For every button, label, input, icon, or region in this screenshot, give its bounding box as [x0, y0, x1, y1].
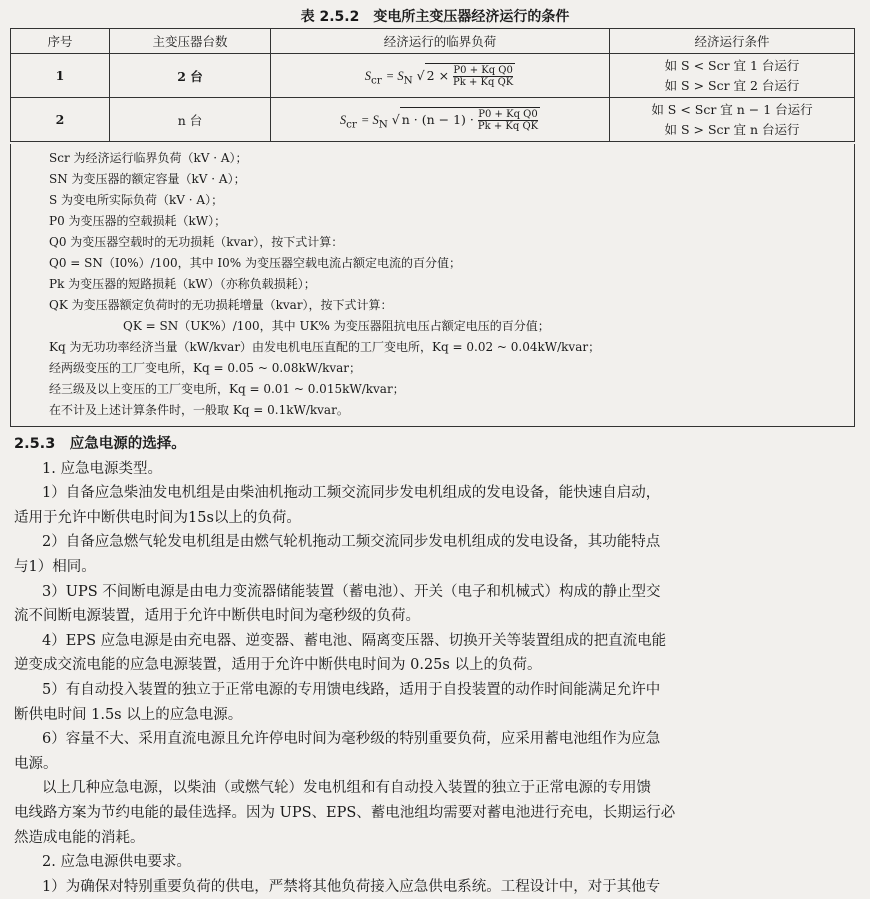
subheading: 2. 应急电源供电要求。	[42, 854, 191, 871]
section-heading: 2.5.3 应急电源的选择。	[14, 436, 186, 452]
note: SN 为变压器的额定容量（kV · A）；	[49, 172, 246, 186]
formula: $S_{cr} = S_N$ √ 2 × $\frac{\text{P0 + Kq Q0}}{\text{Pk + Kq QK}}$	[271, 54, 610, 98]
note: 经三级及以上变压的工厂变电所，Kq = 0.01 ~ 0.015kW/kvar；	[49, 382, 405, 396]
table-notes	[10, 144, 855, 427]
paragraph-line: 1）自备应急柴油发电机组是由柴油机拖动工频交流同步发电机组成的发电设备，能快速自启动，	[42, 485, 661, 502]
note: Pk 为变压器的短路损耗（kW）（亦称负载损耗）；	[49, 277, 316, 291]
paragraph-line: 以上几种应急电源，以柴油（或燃气轮）发电机组和有自动投入装置的独立于正常电源的专用馈	[42, 780, 651, 797]
note: 经两级变压的工厂变电所，Kq = 0.05 ~ 0.08kW/kvar；	[49, 361, 362, 375]
paragraph-line: 电源。	[14, 755, 58, 772]
paragraph-line: 电线路方案为节约电能的最佳选择。因为 UPS、EPS、蓄电池组均需要对蓄电池进行充电，长期运行必	[14, 804, 676, 821]
condition: 如 S > Scr 宜 n 台运行	[664, 121, 800, 137]
note: Q0 = SN（I0%）/100，其中 I0% 为变压器空载电流占额定电流的百分值；	[49, 256, 462, 270]
table-row	[11, 54, 855, 98]
table-row	[11, 98, 855, 142]
paragraph-line: 断供电时间 1.5s 以上的应急电源。	[14, 706, 243, 723]
row-count: n 台	[177, 112, 203, 128]
note: Kq 为无功功率经济当量（kW/kvar）由发电机电压直配的工厂变电所，Kq = 0.02 ~ 0.04kW/kvar；	[49, 340, 601, 354]
paragraph-line: 与1）相同。	[14, 558, 96, 575]
condition: 如 S < Scr 宜 1 台运行	[664, 57, 800, 73]
header-critical-load: 经济运行的临界负荷	[271, 29, 610, 54]
paragraph-line: 然造成电能的消耗。	[14, 829, 145, 846]
paragraph-line: 3）UPS 不间断电源是由电力变流器储能装置（蓄电池）、开关（电子和机械式）构成的静止型交	[42, 583, 661, 600]
table-title: 表 2.5.2 变电所主变压器经济运行的条件	[300, 9, 570, 25]
header-condition: 经济运行条件	[610, 29, 855, 54]
paragraph-line: 2）自备应急燃气轮发电机组是由燃气轮机拖动工频交流同步发电机组成的发电设备，其功能特点	[42, 534, 661, 551]
header-count: 主变压器台数	[110, 29, 271, 54]
paragraph-line: 流不间断电源装置，适用于允许中断供电时间为毫秒级的负荷。	[14, 608, 420, 625]
row-no: 2	[55, 112, 65, 127]
condition: 如 S < Scr 宜 n − 1 台运行	[651, 101, 813, 117]
header-no: 序号	[11, 29, 110, 54]
note: S 为变电所实际负荷（kV · A）；	[49, 193, 224, 207]
note: 在不计及上述计算条件时，一般取 Kq = 0.1kW/kvar。	[49, 403, 349, 417]
paragraph-line: 1）为确保对特别重要负荷的供电，严禁将其他负荷接入应急供电系统。工程设计中，对于其他专	[42, 878, 661, 895]
paragraph-line: 适用于允许中断供电时间为15s以上的负荷。	[14, 509, 301, 526]
note: Q0 为变压器空载时的无功损耗（kvar），按下式计算：	[49, 235, 344, 249]
row-no: 1	[55, 68, 65, 83]
subheading: 1. 应急电源类型。	[42, 460, 162, 477]
paragraph-line: 4）EPS 应急电源是由充电器、逆变器、蓄电池、隔离变压器、切换开关等装置组成的把直流电能	[42, 632, 667, 649]
paragraph-line: 5）有自动投入装置的独立于正常电源的专用馈电线路，适用于自投装置的动作时间能满足允许中	[42, 681, 661, 698]
note: Scr 为经济运行临界负荷（kV · A）；	[49, 151, 248, 165]
transformer-table	[10, 28, 855, 142]
row-count: 2 台	[177, 68, 203, 84]
body-text	[14, 432, 864, 899]
note: QK 为变压器额定负荷时的无功损耗增量（kvar），按下式计算：	[49, 298, 393, 312]
note: QK = SN（UK%）/100，其中 UK% 为变压器阻抗电压占额定电压的百分值；	[123, 319, 550, 333]
paragraph-line: 6）容量不大、采用直流电源且允许停电时间为毫秒级的特别重要负荷，应采用蓄电池组作为应急	[42, 731, 661, 748]
formula: $S_{cr} = S_N$ √ n · (n − 1) · $\frac{\text{P0 + Kq Q0}}{\text{Pk + Kq QK}}$	[271, 98, 610, 142]
note: P0 为变压器的空载损耗（kW）；	[49, 214, 227, 228]
paragraph-line: 逆变成交流电能的应急电源装置，适用于允许中断供电时间为 0.25s 以上的负荷。	[14, 657, 542, 674]
condition: 如 S > Scr 宜 2 台运行	[664, 77, 800, 93]
table-header-row	[11, 29, 855, 54]
